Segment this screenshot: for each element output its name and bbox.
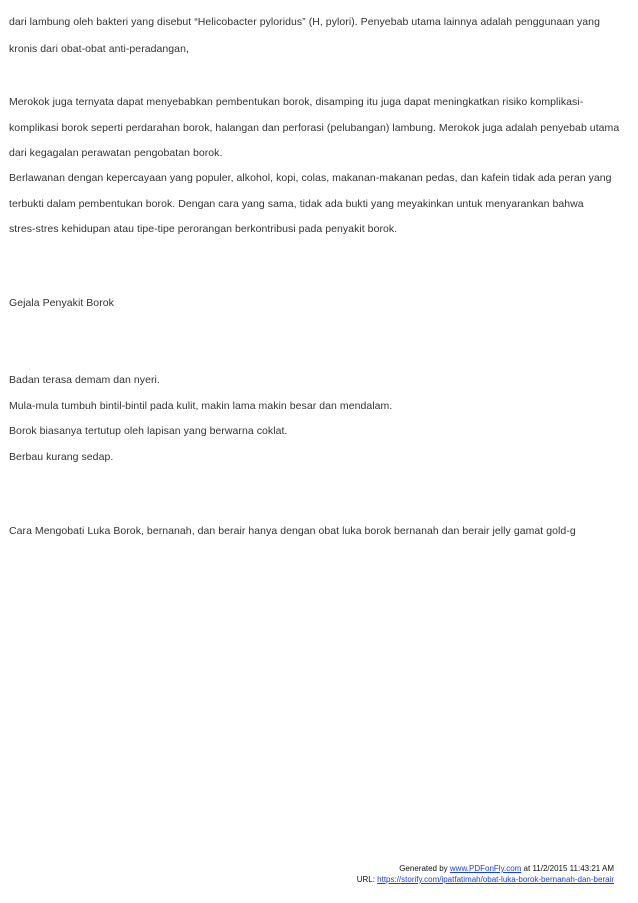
closing-line: Cara Mengobati Luka Borok, bernanah, dan berair hanya dengan obat luka borok bernanah dan berair jelly gamat gold-g [9, 525, 576, 537]
paragraph3-line1: Berlawanan dengan kepercayaan yang populer, alkohol, kopi, colas, makanan-makanan pedas, dan kafein tidak ada peran yang [9, 172, 612, 184]
paragraph1-line2: kronis dari obat-obat anti-peradangan, [9, 43, 189, 55]
footer-generated-link[interactable]: www.PDFonFly.com [449, 864, 522, 873]
symptom-item: Borok biasanya tertutup oleh lapisan yang berwarna coklat. [9, 425, 288, 437]
symptom-item: Berbau kurang sedap. [9, 451, 114, 463]
paragraph1-line1: dari lambung oleh bakteri yang disebut “Helicobacter pyloridus” (H, pylori). Penyebab utama lainnya adalah penggunaan yang [9, 16, 600, 28]
footer-generated-prefix: Generated by [399, 864, 450, 873]
paragraph2-line1: Merokok juga ternyata dapat menyebabkan pembentukan borok, disamping itu juga dapat meningkatkan risiko komplikasi- [9, 96, 584, 108]
footer-url-link[interactable]: https://storify.com/ipatfatimah/obat-luka-borok-bernanah-dan-berair [377, 875, 614, 884]
footer-url-prefix: URL: [356, 875, 378, 884]
footer-generated [399, 864, 614, 874]
paragraph3-line2: terbukti dalam pembentukan borok. Dengan cara yang sama, tidak ada bukti yang meyakinkan untuk menyarankan bahwa [9, 198, 584, 210]
symptom-item: Mula-mula tumbuh bintil-bintil pada kulit, makin lama makin besar dan mendalam. [9, 400, 393, 412]
section-heading: Gejala Penyakit Borok [9, 297, 114, 309]
footer-generated-suffix: at 11/2/2015 11:43:21 AM [521, 864, 614, 873]
footer-url [357, 875, 614, 885]
symptom-item: Badan terasa demam dan nyeri. [9, 374, 160, 386]
paragraph2-line3: dari kegagalan perawatan pengobatan borok. [9, 147, 223, 159]
paragraph3-line3: stres-stres kehidupan atau tipe-tipe perorangan berkontribusi pada penyakit borok. [9, 223, 398, 235]
paragraph2-line2: komplikasi borok seperti perdarahan borok, halangan dan perforasi (pelubangan) lambung. Merokok juga adalah penyebab utama [9, 122, 620, 134]
